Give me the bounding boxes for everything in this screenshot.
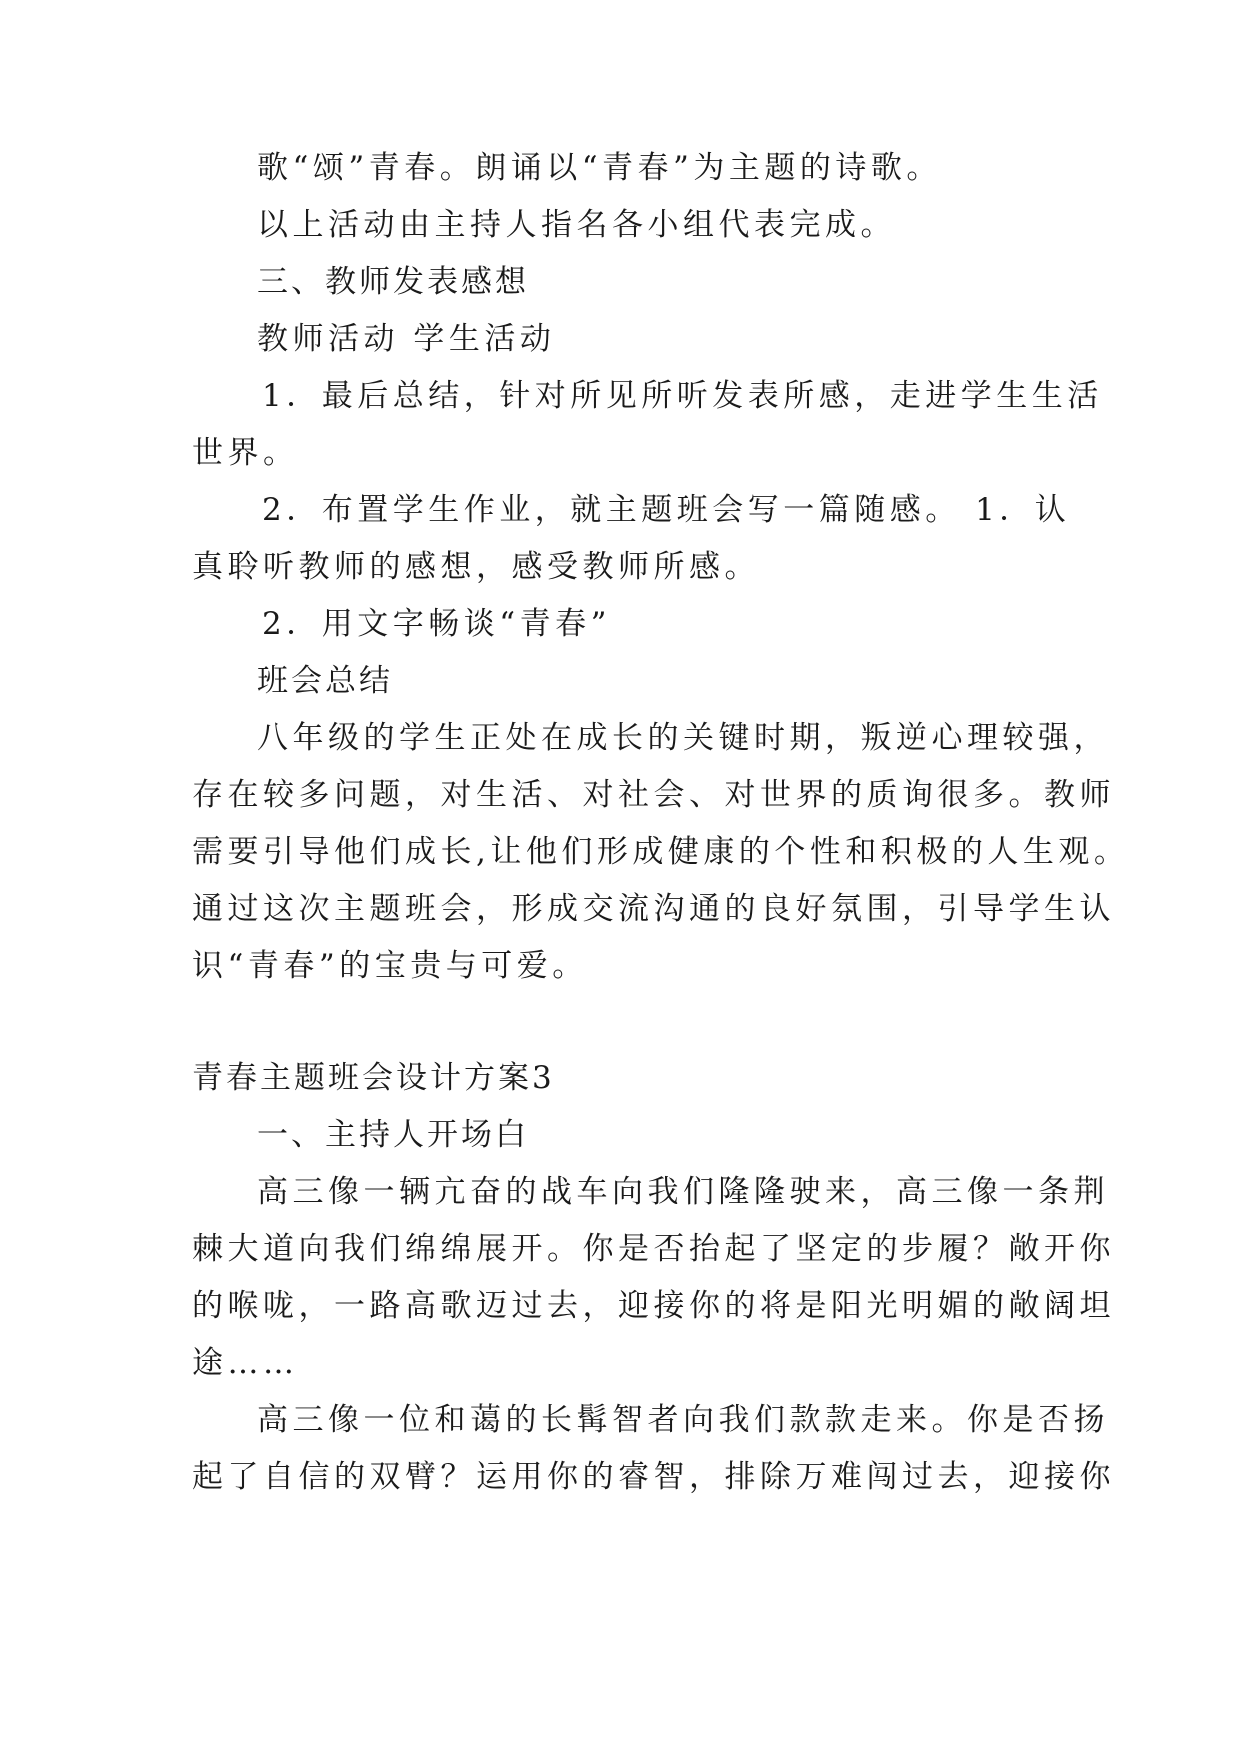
paragraph-line: 的喉咙，一路高歌迈过去，迎接你的将是阳光明媚的敞阔坦 [192, 1288, 1115, 1324]
section-heading: 一、主持人开场白 [257, 1117, 529, 1153]
list-item: 1．最后总结，针对所见所听发表所感，走进学生生活 [262, 378, 1103, 414]
paragraph-line: 教师活动 学生活动 [257, 321, 556, 357]
paragraph-line: 歌“颂”青春。朗诵以“青春”为主题的诗歌。 [257, 150, 942, 186]
paragraph-line: 真聆听教师的感想，感受教师所感。 [192, 549, 760, 585]
list-item: 2．用文字畅谈“青春” [262, 606, 611, 642]
section-heading: 三、教师发表感想 [257, 264, 529, 300]
paragraph-line: 途…… [192, 1345, 299, 1381]
list-item: 2．布置学生作业，就主题班会写一篇随感。 1．认 [262, 492, 1071, 528]
paragraph-line: 需要引导他们成长,让他们形成健康的个性和积极的人生观。 [192, 834, 1130, 870]
document-title: 青春主题班会设计方案3 [192, 1060, 555, 1096]
paragraph-line: 高三像一辆亢奋的战车向我们隆隆驶来，高三像一条荆 [257, 1174, 1109, 1210]
paragraph-line: 棘大道向我们绵绵展开。你是否抬起了坚定的步履？敞开你 [192, 1231, 1115, 1267]
paragraph-line: 八年级的学生正处在成长的关键时期，叛逆心理较强， [257, 720, 1109, 756]
paragraph-line: 识“青春”的宝贵与可爱。 [192, 948, 588, 984]
paragraph-line: 以上活动由主持人指名各小组代表完成。 [257, 207, 896, 243]
paragraph-line: 高三像一位和蔼的长髯智者向我们款款走来。你是否扬 [257, 1402, 1109, 1438]
paragraph-line: 存在较多问题，对生活、对社会、对世界的质询很多。教师 [192, 777, 1115, 813]
paragraph-line: 通过这次主题班会，形成交流沟通的良好氛围，引导学生认 [192, 891, 1115, 927]
paragraph-line: 世界。 [192, 435, 299, 471]
paragraph-line: 起了自信的双臂？运用你的睿智，排除万难闯过去，迎接你 [192, 1459, 1115, 1495]
section-heading: 班会总结 [257, 663, 393, 699]
